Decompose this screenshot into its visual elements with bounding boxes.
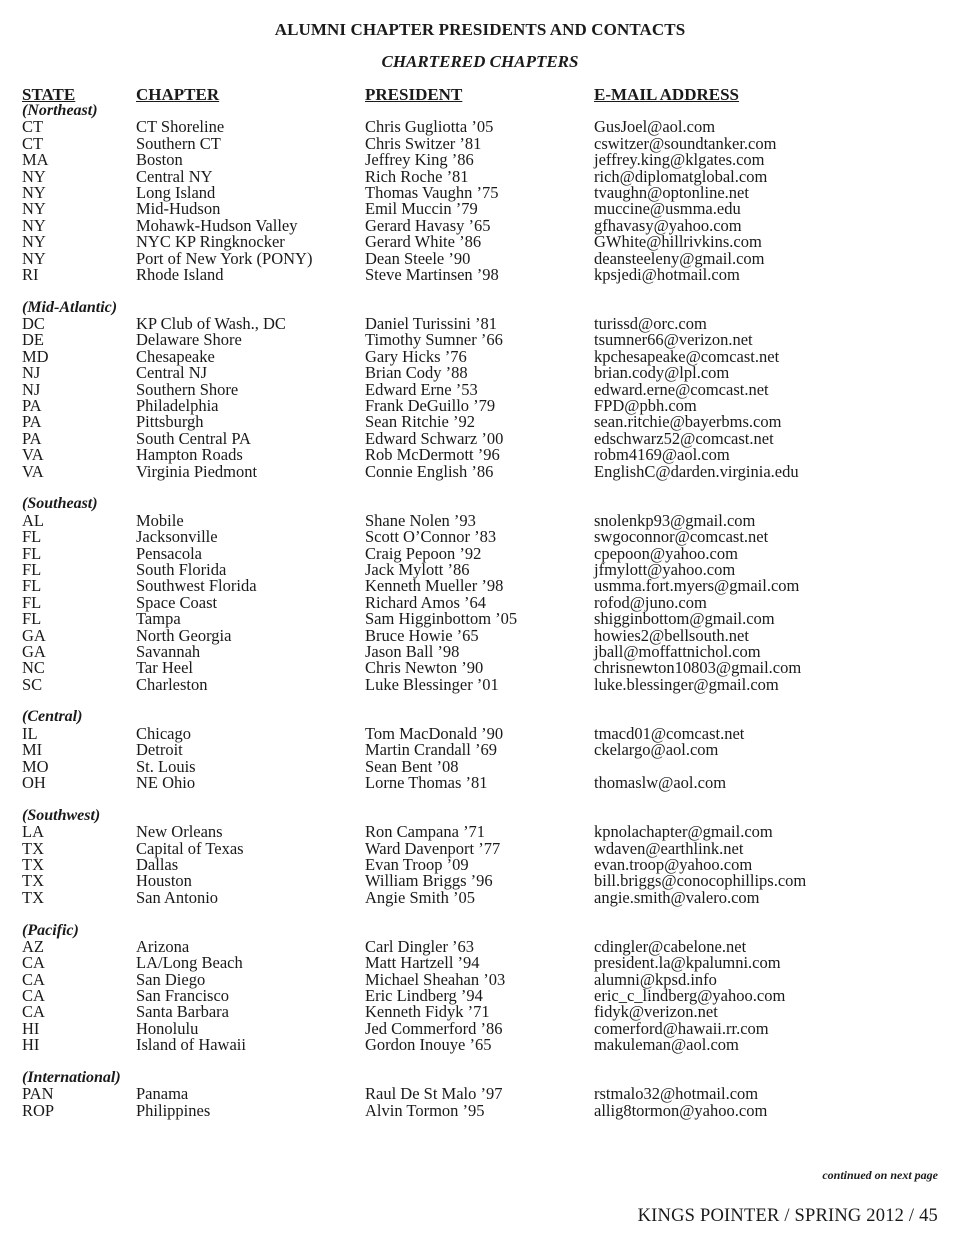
- chapter-president: Edward Erne ’53: [365, 379, 478, 399]
- chapter-state: CA: [22, 1002, 45, 1022]
- chapter-email: brian.cody@lpl.com: [594, 363, 730, 383]
- chapter-email: president.la@kpalumni.com: [594, 953, 781, 973]
- chapter-chapter: Mohawk-Hudson Valley: [136, 215, 298, 235]
- chapter-chapter: San Antonio: [136, 887, 219, 907]
- chapter-row: [22, 1037, 922, 1053]
- chapter-chapter: Jacksonville: [136, 527, 218, 547]
- chapter-chapter: Honolulu: [136, 1018, 199, 1038]
- chapter-chapter: Panama: [136, 1084, 189, 1104]
- chapter-state: NJ: [22, 379, 41, 399]
- chapter-chapter: Detroit: [136, 740, 183, 760]
- chapter-email: howies2@bellsouth.net: [594, 625, 749, 645]
- chapter-president: Angie Smith ’05: [365, 887, 475, 907]
- chapter-chapter: Virginia Piedmont: [136, 461, 258, 481]
- chapter-president: Craig Pepoon ’92: [365, 543, 482, 563]
- chapter-chapter: Philadelphia: [136, 396, 219, 416]
- chapter-row: [22, 674, 922, 694]
- chapter-state: MD: [22, 346, 49, 366]
- chapter-president: Sean Bent ’08: [365, 756, 459, 776]
- chapter-state: CA: [22, 986, 45, 1006]
- chapter-state: NY: [22, 182, 46, 202]
- column-header-chapter: CHAPTER: [136, 85, 220, 104]
- chapter-chapter: NE Ohio: [136, 773, 196, 793]
- region-spacer: [22, 906, 922, 922]
- chapter-email: gfhavasy@yahoo.com: [594, 215, 742, 235]
- chapter-president: Gerard White ’86: [365, 232, 482, 252]
- chapter-email: angie.smith@valero.com: [594, 887, 760, 907]
- chapter-email: muccine@usmma.edu: [594, 199, 741, 219]
- chapter-state: VA: [22, 445, 44, 465]
- chapter-chapter: Mid-Hudson: [136, 199, 221, 219]
- chapter-president: Jack Mylott ’86: [365, 559, 470, 579]
- chapter-president: Connie English ’86: [365, 461, 494, 481]
- region-spacer: [22, 480, 922, 496]
- region-spacer: [22, 791, 922, 807]
- chapter-chapter: Savannah: [136, 641, 201, 661]
- chapter-president: Emil Muccin ’79: [365, 199, 478, 219]
- chapter-state: MO: [22, 756, 49, 776]
- chapter-email: chrisnewton10803@gmail.com: [594, 658, 802, 678]
- chapter-state: GA: [22, 641, 46, 661]
- chapter-state: HI: [22, 1018, 40, 1038]
- chapter-state: PAN: [22, 1084, 54, 1104]
- region-heading: (Northeast): [22, 102, 98, 119]
- chapter-email: jeffrey.king@klgates.com: [594, 150, 765, 170]
- chapter-email: rofod@juno.com: [594, 592, 707, 612]
- chapter-president: Steve Martinsen ’98: [365, 264, 499, 284]
- chapter-president: Frank DeGuillo ’79: [365, 396, 496, 416]
- chapter-list: [22, 103, 922, 1119]
- chapter-state: VA: [22, 461, 44, 481]
- chapter-row: [22, 887, 922, 907]
- region-spacer: [22, 283, 922, 299]
- chapter-email: usmma.fort.myers@gmail.com: [594, 576, 800, 596]
- chapter-president: Gary Hicks ’76: [365, 346, 467, 366]
- chapter-chapter: Houston: [136, 871, 192, 891]
- chapter-chapter: New Orleans: [136, 822, 223, 842]
- chapter-president: Gerard Havasy ’65: [365, 215, 491, 235]
- chapter-email: rstmalo32@hotmail.com: [594, 1084, 759, 1104]
- chapter-state: TX: [22, 838, 44, 858]
- chapter-email: tmacd01@comcast.net: [594, 723, 745, 743]
- chapter-president: Bruce Howie ’65: [365, 625, 479, 645]
- chapter-president: Shane Nolen ’93: [365, 510, 476, 530]
- chapter-president: Richard Amos ’64: [365, 592, 486, 612]
- chapter-email: turissd@orc.com: [594, 314, 707, 334]
- chapter-president: Jeffrey King ’86: [365, 150, 474, 170]
- chapter-email: EnglishC@darden.virginia.edu: [594, 461, 799, 481]
- chapter-state: MA: [22, 150, 49, 170]
- chapter-state: CT: [22, 117, 44, 137]
- chapter-state: GA: [22, 625, 46, 645]
- column-header-state: STATE: [22, 85, 76, 104]
- chapter-president: Evan Troop ’09: [365, 854, 469, 874]
- chapter-president: Raul De St Malo ’97: [365, 1084, 503, 1104]
- chapter-state: NY: [22, 166, 46, 186]
- chapter-president: Ron Campana ’71: [365, 822, 486, 842]
- chapter-row: [22, 461, 922, 481]
- chapter-state: FL: [22, 543, 42, 563]
- chapter-email: cpepoon@yahoo.com: [594, 543, 738, 563]
- chapter-chapter: St. Louis: [136, 756, 196, 776]
- chapter-state: HI: [22, 1035, 40, 1055]
- chapter-state: OH: [22, 773, 46, 793]
- chapter-email: jball@moffattnichol.com: [594, 641, 761, 661]
- chapter-state: IL: [22, 723, 38, 743]
- chapter-president: Sam Higginbottom ’05: [365, 609, 518, 629]
- chapter-email: alumni@kpsd.info: [594, 969, 717, 989]
- chapter-email: rich@diplomatglobal.com: [594, 166, 768, 186]
- chapter-state: DE: [22, 330, 44, 350]
- page-subtitle: CHARTERED CHAPTERS: [381, 52, 579, 71]
- chapter-state: RI: [22, 264, 39, 284]
- chapter-state: TX: [22, 854, 44, 874]
- chapter-president: Chris Newton ’90: [365, 658, 484, 678]
- chapter-chapter: Chesapeake: [136, 346, 215, 366]
- chapter-chapter: Chicago: [136, 723, 191, 743]
- chapter-president: Michael Sheahan ’03: [365, 969, 506, 989]
- chapter-chapter: Tampa: [136, 609, 181, 629]
- chapter-chapter: Philippines: [136, 1100, 211, 1120]
- region-heading: (Central): [22, 708, 83, 726]
- chapter-president: Rob McDermott ’96: [365, 445, 500, 465]
- chapter-state: LA: [22, 822, 44, 842]
- chapter-state: FL: [22, 576, 42, 596]
- chapter-chapter: Central NJ: [136, 363, 208, 383]
- chapter-chapter: Long Island: [136, 182, 216, 202]
- chapter-president: Martin Crandall ’69: [365, 740, 497, 760]
- chapter-email: wdaven@earthlink.net: [594, 838, 744, 858]
- chapter-state: CA: [22, 953, 45, 973]
- chapter-row: [22, 1100, 922, 1120]
- chapter-email: kpnolachapter@gmail.com: [594, 822, 773, 842]
- chapter-chapter: KP Club of Wash., DC: [136, 314, 286, 334]
- column-header-president: PRESIDENT: [365, 85, 463, 104]
- chapter-email: cdingler@cabelone.net: [594, 936, 747, 956]
- chapter-state: MI: [22, 740, 43, 760]
- chapter-president: William Briggs ’96: [365, 871, 493, 891]
- chapter-chapter: Delaware Shore: [136, 330, 242, 350]
- chapter-president: Sean Ritchie ’92: [365, 412, 475, 432]
- chapter-chapter: Boston: [136, 150, 183, 170]
- chapter-president: Luke Blessinger ’01: [365, 674, 499, 694]
- chapter-chapter: Central NY: [136, 166, 213, 186]
- chapter-email: eric_c_lindberg@yahoo.com: [594, 986, 786, 1006]
- chapter-email: tsumner66@verizon.net: [594, 330, 753, 350]
- chapter-email: FPD@pbh.com: [594, 396, 697, 416]
- chapter-chapter: Southwest Florida: [136, 576, 257, 596]
- chapter-state: FL: [22, 609, 42, 629]
- chapter-state: NC: [22, 658, 45, 678]
- chapter-chapter: Dallas: [136, 854, 179, 874]
- chapter-chapter: CT Shoreline: [136, 117, 225, 137]
- chapter-email: thomaslw@aol.com: [594, 773, 727, 793]
- chapter-chapter: Space Coast: [136, 592, 218, 612]
- chapter-email: shigginbottom@gmail.com: [594, 609, 775, 629]
- region-heading: (Southwest): [22, 806, 101, 824]
- chapter-state: TX: [22, 887, 44, 907]
- chapter-state: ROP: [22, 1100, 55, 1120]
- chapter-email: GusJoel@aol.com: [594, 117, 716, 137]
- chapter-state: NJ: [22, 363, 41, 383]
- chapter-email: ckelargo@aol.com: [594, 740, 719, 760]
- chapter-president: Thomas Vaughn ’75: [365, 182, 499, 202]
- chapter-state: NY: [22, 215, 46, 235]
- chapter-email: swgoconnor@comcast.net: [594, 527, 769, 547]
- chapter-chapter: Arizona: [136, 936, 190, 956]
- chapter-president: Chris Switzer ’81: [365, 133, 482, 153]
- chapter-email: sean.ritchie@bayerbms.com: [594, 412, 782, 432]
- chapter-state: CT: [22, 133, 44, 153]
- chapter-state: DC: [22, 314, 45, 334]
- chapter-president: Chris Gugliotta ’05: [365, 117, 494, 137]
- chapter-chapter: NYC KP Ringknocker: [136, 232, 285, 252]
- chapter-email: kpsjedi@hotmail.com: [594, 264, 740, 284]
- chapter-president: Edward Schwarz ’00: [365, 428, 504, 448]
- chapter-chapter: Santa Barbara: [136, 1002, 229, 1022]
- chapter-chapter: Hampton Roads: [136, 445, 243, 465]
- chapter-chapter: North Georgia: [136, 625, 232, 645]
- chapter-chapter: San Diego: [136, 969, 206, 989]
- chapter-state: TX: [22, 871, 44, 891]
- chapter-email: GWhite@hillrivkins.com: [594, 232, 762, 252]
- chapter-president: Daniel Turissini ’81: [365, 314, 498, 334]
- chapter-chapter: Rhode Island: [136, 264, 224, 284]
- chapter-email: tvaughn@optonline.net: [594, 182, 749, 202]
- chapter-president: Ward Davenport ’77: [365, 838, 501, 858]
- chapter-state: FL: [22, 559, 42, 579]
- region-heading: (International): [22, 1069, 121, 1087]
- region-heading: (Southeast): [22, 495, 98, 513]
- chapter-state: AL: [22, 510, 44, 530]
- chapter-email: snolenkp93@gmail.com: [594, 510, 756, 530]
- chapter-state: PA: [22, 428, 42, 448]
- chapter-state: AZ: [22, 936, 44, 956]
- region-heading: (Mid-Atlantic): [22, 298, 118, 316]
- chapter-chapter: Island of Hawaii: [136, 1035, 246, 1055]
- chapter-email: makuleman@aol.com: [594, 1035, 739, 1055]
- region-heading: (Pacific): [22, 921, 79, 939]
- chapter-email: kpchesapeake@comcast.net: [594, 346, 780, 366]
- chapter-president: Jason Ball ’98: [365, 641, 460, 661]
- chapter-president: Eric Lindberg ’94: [365, 986, 483, 1006]
- chapter-chapter: Pittsburgh: [136, 412, 204, 432]
- chapter-president: Tom MacDonald ’90: [365, 723, 504, 743]
- chapter-president: Gordon Inouye ’65: [365, 1035, 492, 1055]
- chapter-email: comerford@hawaii.rr.com: [594, 1018, 769, 1038]
- chapter-email: edward.erne@comcast.net: [594, 379, 769, 399]
- page-title: ALUMNI CHAPTER PRESIDENTS AND CONTACTS: [274, 20, 686, 39]
- chapter-president: Dean Steele ’90: [365, 248, 471, 268]
- chapter-email: edschwarz52@comcast.net: [594, 428, 774, 448]
- chapter-chapter: Pensacola: [136, 543, 202, 563]
- chapter-president: Scott O’Connor ’83: [365, 527, 497, 547]
- chapter-email: fidyk@verizon.net: [594, 1002, 718, 1022]
- chapter-president: Rich Roche ’81: [365, 166, 469, 186]
- chapter-chapter: Mobile: [136, 510, 184, 530]
- chapter-president: Lorne Thomas ’81: [365, 773, 488, 793]
- chapter-state: CA: [22, 969, 45, 989]
- chapter-state: FL: [22, 527, 42, 547]
- chapter-president: Jed Commerford ’86: [365, 1018, 503, 1038]
- chapter-state: NY: [22, 199, 46, 219]
- chapter-row: [22, 775, 922, 791]
- chapter-email: luke.blessinger@gmail.com: [594, 674, 779, 694]
- chapter-president: Kenneth Mueller ’98: [365, 576, 504, 596]
- chapter-chapter: South Florida: [136, 559, 227, 579]
- chapter-state: PA: [22, 412, 42, 432]
- chapter-chapter: South Central PA: [136, 428, 251, 448]
- chapter-email: cswitzer@soundtanker.com: [594, 133, 777, 153]
- chapter-state: NY: [22, 248, 46, 268]
- chapter-chapter: Port of New York (PONY): [136, 248, 313, 268]
- chapter-president: Alvin Tormon ’95: [365, 1100, 485, 1120]
- chapter-email: evan.troop@yahoo.com: [594, 854, 753, 874]
- chapter-chapter: Capital of Texas: [136, 838, 244, 858]
- chapter-president: Carl Dingler ’63: [365, 936, 475, 956]
- chapter-chapter: LA/Long Beach: [136, 953, 243, 973]
- chapter-email: robm4169@aol.com: [594, 445, 730, 465]
- column-header-email: E-MAIL ADDRESS: [594, 85, 740, 104]
- chapter-state: PA: [22, 396, 42, 416]
- chapter-president: Kenneth Fidyk ’71: [365, 1002, 490, 1022]
- chapter-email: deansteeleny@gmail.com: [594, 248, 765, 268]
- region-spacer: [22, 693, 922, 709]
- chapter-chapter: Charleston: [136, 674, 208, 694]
- region-spacer: [22, 1054, 922, 1070]
- chapter-email: bill.briggs@conocophillips.com: [594, 871, 807, 891]
- chapter-email: allig8tormon@yahoo.com: [594, 1100, 768, 1120]
- chapter-state: NY: [22, 232, 46, 252]
- chapter-state: SC: [22, 674, 43, 694]
- chapter-president: Brian Cody ’88: [365, 363, 468, 383]
- chapter-row: [22, 264, 922, 284]
- chapter-chapter: Southern Shore: [136, 379, 239, 399]
- chapter-chapter: Southern CT: [136, 133, 221, 153]
- continued-note: continued on next page: [822, 1168, 938, 1182]
- chapter-chapter: San Francisco: [136, 986, 230, 1006]
- chapter-president: Timothy Sumner ’66: [365, 330, 503, 350]
- chapter-chapter: Tar Heel: [136, 658, 194, 678]
- chapter-email: jfmylott@yahoo.com: [594, 559, 736, 579]
- chapter-president: Matt Hartzell ’94: [365, 953, 480, 973]
- page-footer: KINGS POINTER / SPRING 2012 / 45: [637, 1206, 938, 1226]
- chapter-state: FL: [22, 592, 42, 612]
